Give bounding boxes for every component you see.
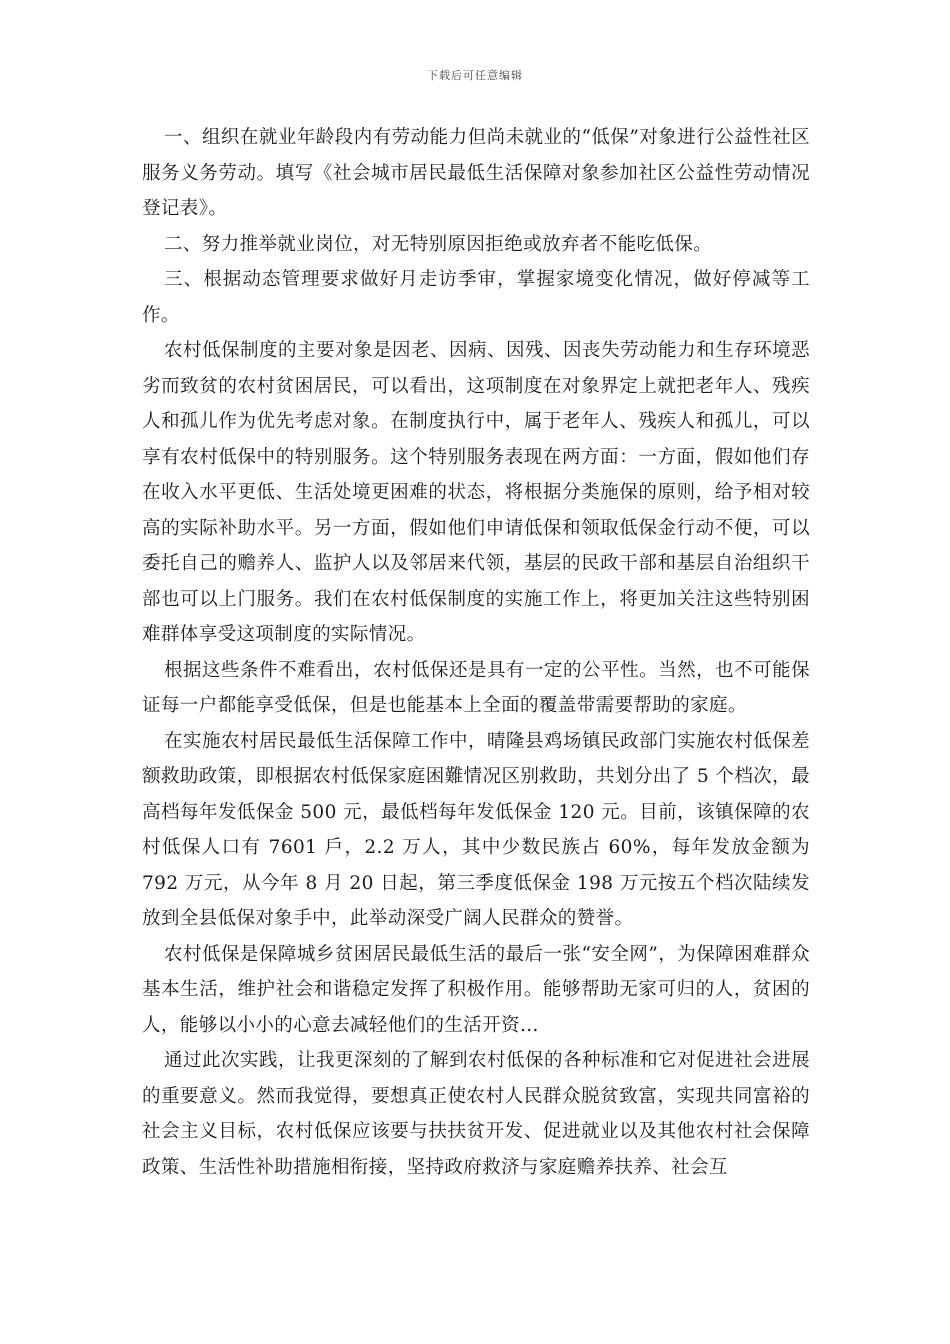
paragraph-7: 农村低保是保障城乡贫困居民最低生活的最后一张“安全网”，为保障困难群众基本生活，维护社会和谐稳定发挥了积极作用。能够帮助无家可归的人，贫困的人，能够以小小的心意去减轻他们的生活开资… (142, 943, 810, 1036)
document-body (142, 120, 810, 1185)
paragraph-2: 二、努力推举就业岗位，对无特别原因拒绝或放弃者不能吃低保。 (164, 233, 713, 255)
paragraph-1: 一、组织在就业年龄段内有劳动能力但尚未就业的“低保”对象进行公益性社区服务义务劳动。填写《社会城市居民最低生活保障对象参加社区公益性劳动情况登记表》。 (142, 127, 810, 219)
paragraph-8: 通过此次实践，让我更深刻的了解到农村低保的各种标准和它对促进社会进展的重要意义。然而我觉得，要想真正使农村人民群众脱贫致富，实现共同富裕的社会主义目标，农村低保应该要与扶扶贫开发、促进就业以及其他农村社会保障政策、生活性补助措施相衔接，坚持政府救济与家庭赡养扶养、社会互 (142, 1050, 810, 1178)
paragraph-6: 在实施农村居民最低生活保障工作中，晴隆县鸡场镇民政部门实施农村低保差额救助政策，即根据农村低保家庭困難情况区别救助，共划分出了 5 个档次，最高档每年发低保金 500 元，最低档每年发低保金 120 元。目前，该镇保障的农村低保人口有 7601 戶，2.2 万人，其中少数民族占 60%，每年发放金额为 792 万元，从今年 8 月 20 日起，第三季度低保金 198 万元按五个档次陆续发放到全县低保对象手中，此举动深受广阔人民群众的赞誉。 (142, 730, 810, 929)
header-note: 下载后可任意编辑 (427, 69, 523, 82)
paragraph-4: 农村低保制度的主要对象是因老、因病、因残、因丧失劳动能力和生存环境恶劣而致贫的农村贫困居民，可以看出，这项制度在对象界定上就把老年人、残疾人和孤儿作为优先考虑对象。在制度执行中，属于老年人、残疾人和孤儿，可以享有农村低保中的特别服务。这个特别服务表现在两方面：一方面，假如他们存在收入水平更低、生活处境更困难的状态，将根据分类施保的原则，给予相对较高的实际补助水平。另一方面，假如他们申请低保和领取低保金行动不便，可以委托自己的赡养人、监护人以及邻居来代领，基层的民政干部和基层自治组织干部也可以上门服务。我们在农村低保制度的实施工作上，将更加关注这些特别困难群体享受这项制度的实际情况。 (142, 340, 810, 645)
paragraph-3: 三、根据动态管理要求做好月走访季审，掌握家境变化情况，做好停减等工作。 (142, 269, 810, 326)
paragraph-5: 根据这些条件不难看出，农村低保还是具有一定的公平性。当然，也不可能保证每一户都能享受低保，但是也能基本上全面的覆盖带需要帮助的家庭。 (142, 659, 810, 716)
